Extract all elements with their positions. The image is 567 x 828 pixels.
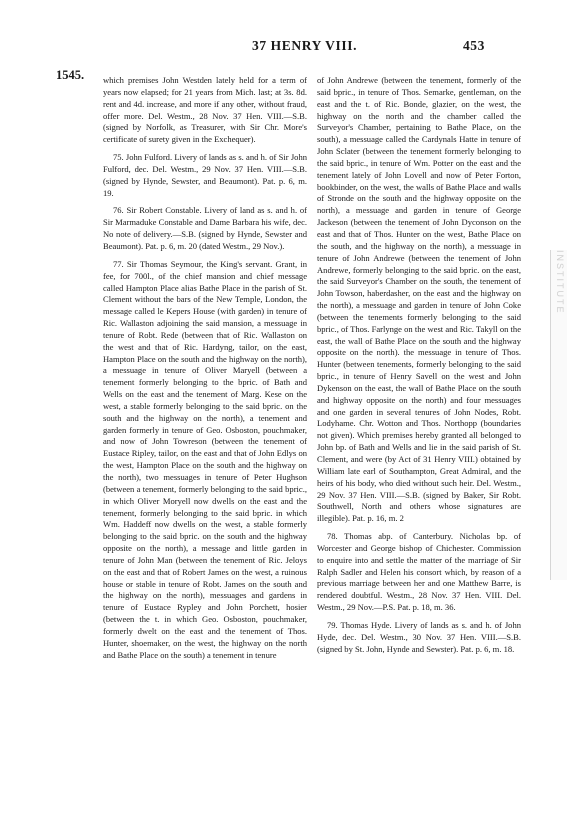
- library-stamp: [550, 250, 567, 580]
- page-number: 453: [462, 38, 485, 53]
- left-column: [103, 75, 307, 668]
- page-title: 37 HENRY VIII.: [252, 38, 358, 53]
- entry-76: 76. Sir Robert Constable. Livery of land as s. and h. of Sir Marmaduke Constable and Dame Barbara his wife, dec. No note of delivery.—S.B. (signed by Hynde, Sewster and Beaumont). Pat. p. 6, m. 20 (dated Westm., 29 Nov.).: [103, 205, 307, 251]
- entry-78: 78. Thomas abp. of Canterbury. Nicholas bp. of Worcester and George bishop of Chichester. Commission to enquire into and settle the matter of the marriage of Sir Ralph Sadler and Helen his consort which, by reason of a previous marriage between her and one Matthew Barre, is rendered doubtful. Westm., 28 Nov. 37 Hen. VIII. Del. Westm., 29 Nov.—P.S. Pat. p. 18, m. 36.: [317, 531, 521, 613]
- paragraph-continuation: which premises John Westden lately held for a term of years now elapsed; for 21 years from Mich. last; at 3s. 8d. rent and 4d. increase, and more if any other, without fraud, offer more. Del. Westm., 28 Nov. 37 Hen. VIII.—S.B. (signed by Norfolk, as Treasurer, with Sir Chr. More's certificate of surety given in the Exchequer).: [103, 75, 307, 145]
- year-label: 1545.: [56, 68, 85, 82]
- running-head: [0, 38, 567, 54]
- entry-75: 75. John Fulford. Livery of lands as s. and h. of Sir John Fulford, dec. Del. Westm., 29 Nov. 37 Hen. VIII.—S.B. (signed by Hynde, Sewster, and Beaumont). Pat. p. 6, m. 19.: [103, 152, 307, 198]
- entry-77-continuation: of John Andrewe (between the tenement, formerly of the said bpric., in tenure of Thos. Semarke, gentleman, on the east and the t. of Ric. Bonde, glazier, on the west, the highway on the north and the chamber called the Surveyor's Chamber, pertaining to Bathe Place, on the south), a messuage called the Cardynals Hatte in tenure of John Sclater (between the tenement formerly belonging to the said bpric., in tenure of Wm. Potter on the east and the tenement lately of John Lovell and now of Peter Forton, bookbinder, on the west, the walls of Bathe Place and walls of Stronde on the south and the highway opposite on the north), a messuage and garden in tenure of George Jackeson (between the tenement of John Dyconson on the east and that of Thos. Hunter on the west, Bathe Place on the south, and the highway on the north), a messuage in tenure of John Andrewe (between the tenement of John Andrewe, formerly belonging to the said bpric. on the east, the said Surveyor's Chamber on the south, the tenement of John Towson, haberdasher, on the east and the highway on the north), a messuage and garden in tenure of John Coke (between the tenements formerly belonging to the said bpric., of Thos. Farlynge on the west and Ric. Takyll on the east, the wall of Bathe Place on the south and the highway opposite on the north). the messuage in tenure of Thos. Hunter (between tenements, formerly belonging to the said bpric., in tenure of Henry Savell on the west and John Dykenson on the east, the wall of Bathe Place on the south and highway opposite on the north) and four messuages and one garden in several tenures of John Nodes, Robt. Lodyhame. Chr. Wotton and Thos. Northopp (boundaries not given). Which premises hereby granted all belonged to John bp. of Bath and Wells and lie in the said parish of St. Clement, and were (by Act of 31 Henry VIII.) obtained by William late earl of Southampton, Great Admiral, and the heirs of his body, who died without such heir. Del. Westm., 29 Nov. 37 Hen. VIII.—S.B. (signed by Baker, Sir Robt. Southwell, North and others whose signatures are illegible). Pat. p. 16, m. 2: [317, 75, 521, 524]
- right-column: [317, 75, 521, 662]
- entry-79: 79. Thomas Hyde. Livery of lands as s. and h. of John Hyde, dec. Del. Westm., 30 Nov. 37 Hen. VIII.—S.B. (signed by St. John, Hynde and Sewster). Pat. p. 6, m. 18.: [317, 619, 521, 654]
- stamp-text: INSTITUTE: [555, 250, 565, 315]
- entry-77: 77. Sir Thomas Seymour, the King's servant. Grant, in fee, for 700l., of the chief mansion and chief message called Hampton Place alias Bathe Place in the parish of St. Clement without the bars of the New Temple, London, the message called le Kepers House (with garden) in tenure of Ric. Wallaston adjoining the said mansion, a messuage in tenure of Robt. Rede (between that of Ric. Wallaston on the west and that of Ric. Hardyng, tailor, on the east, Hampton Place on the south and the highway on the north), a messuage in tenure of Oliver Maryell (between a tenement formerly belonging to the bpric. of Bath and Wells on the east and the tenement of Marg. Kese on the west, a stable formerly belonging to the said bpric. on the south and the highway on the north), a tenement and garden formerly in tenure of Geo. Osboston, pouchmaker, and now of John Towreson (between the tenement of Eustace Ripley, tailor, on the east and that of John Edlys on the west, Hampton Place on the south and the highway on the north), two messuages in tenure of Peter Hughson (between a tenement, formerly belonging to the said bpric., in which Oliver Moryell now dwells on the east and the tenement, formerly belonging to the said bpric. in which Wm. Haddeff now dwells on the west, a stable formerly belonging to the said bpric. on the south and the highway opposite on the north), a message and little garden in tenure of John Man (between the tenement of Ric. Jeloys on the east and that of Robert James on the west, a ruinous house or stable in tenure of Robt. James on the south and the highway on the north), messuages and gardens in tenure of Eustace Rypley and John Porchett, hosier (between the t. in which Geo. Osboston, pouchmaker, formerly dwelt on the east and the tenement of Thos. Hunter, shoemaker, on the west, the highway on the north and Bathe Place on the south) a tenement in tenure: [103, 258, 307, 660]
